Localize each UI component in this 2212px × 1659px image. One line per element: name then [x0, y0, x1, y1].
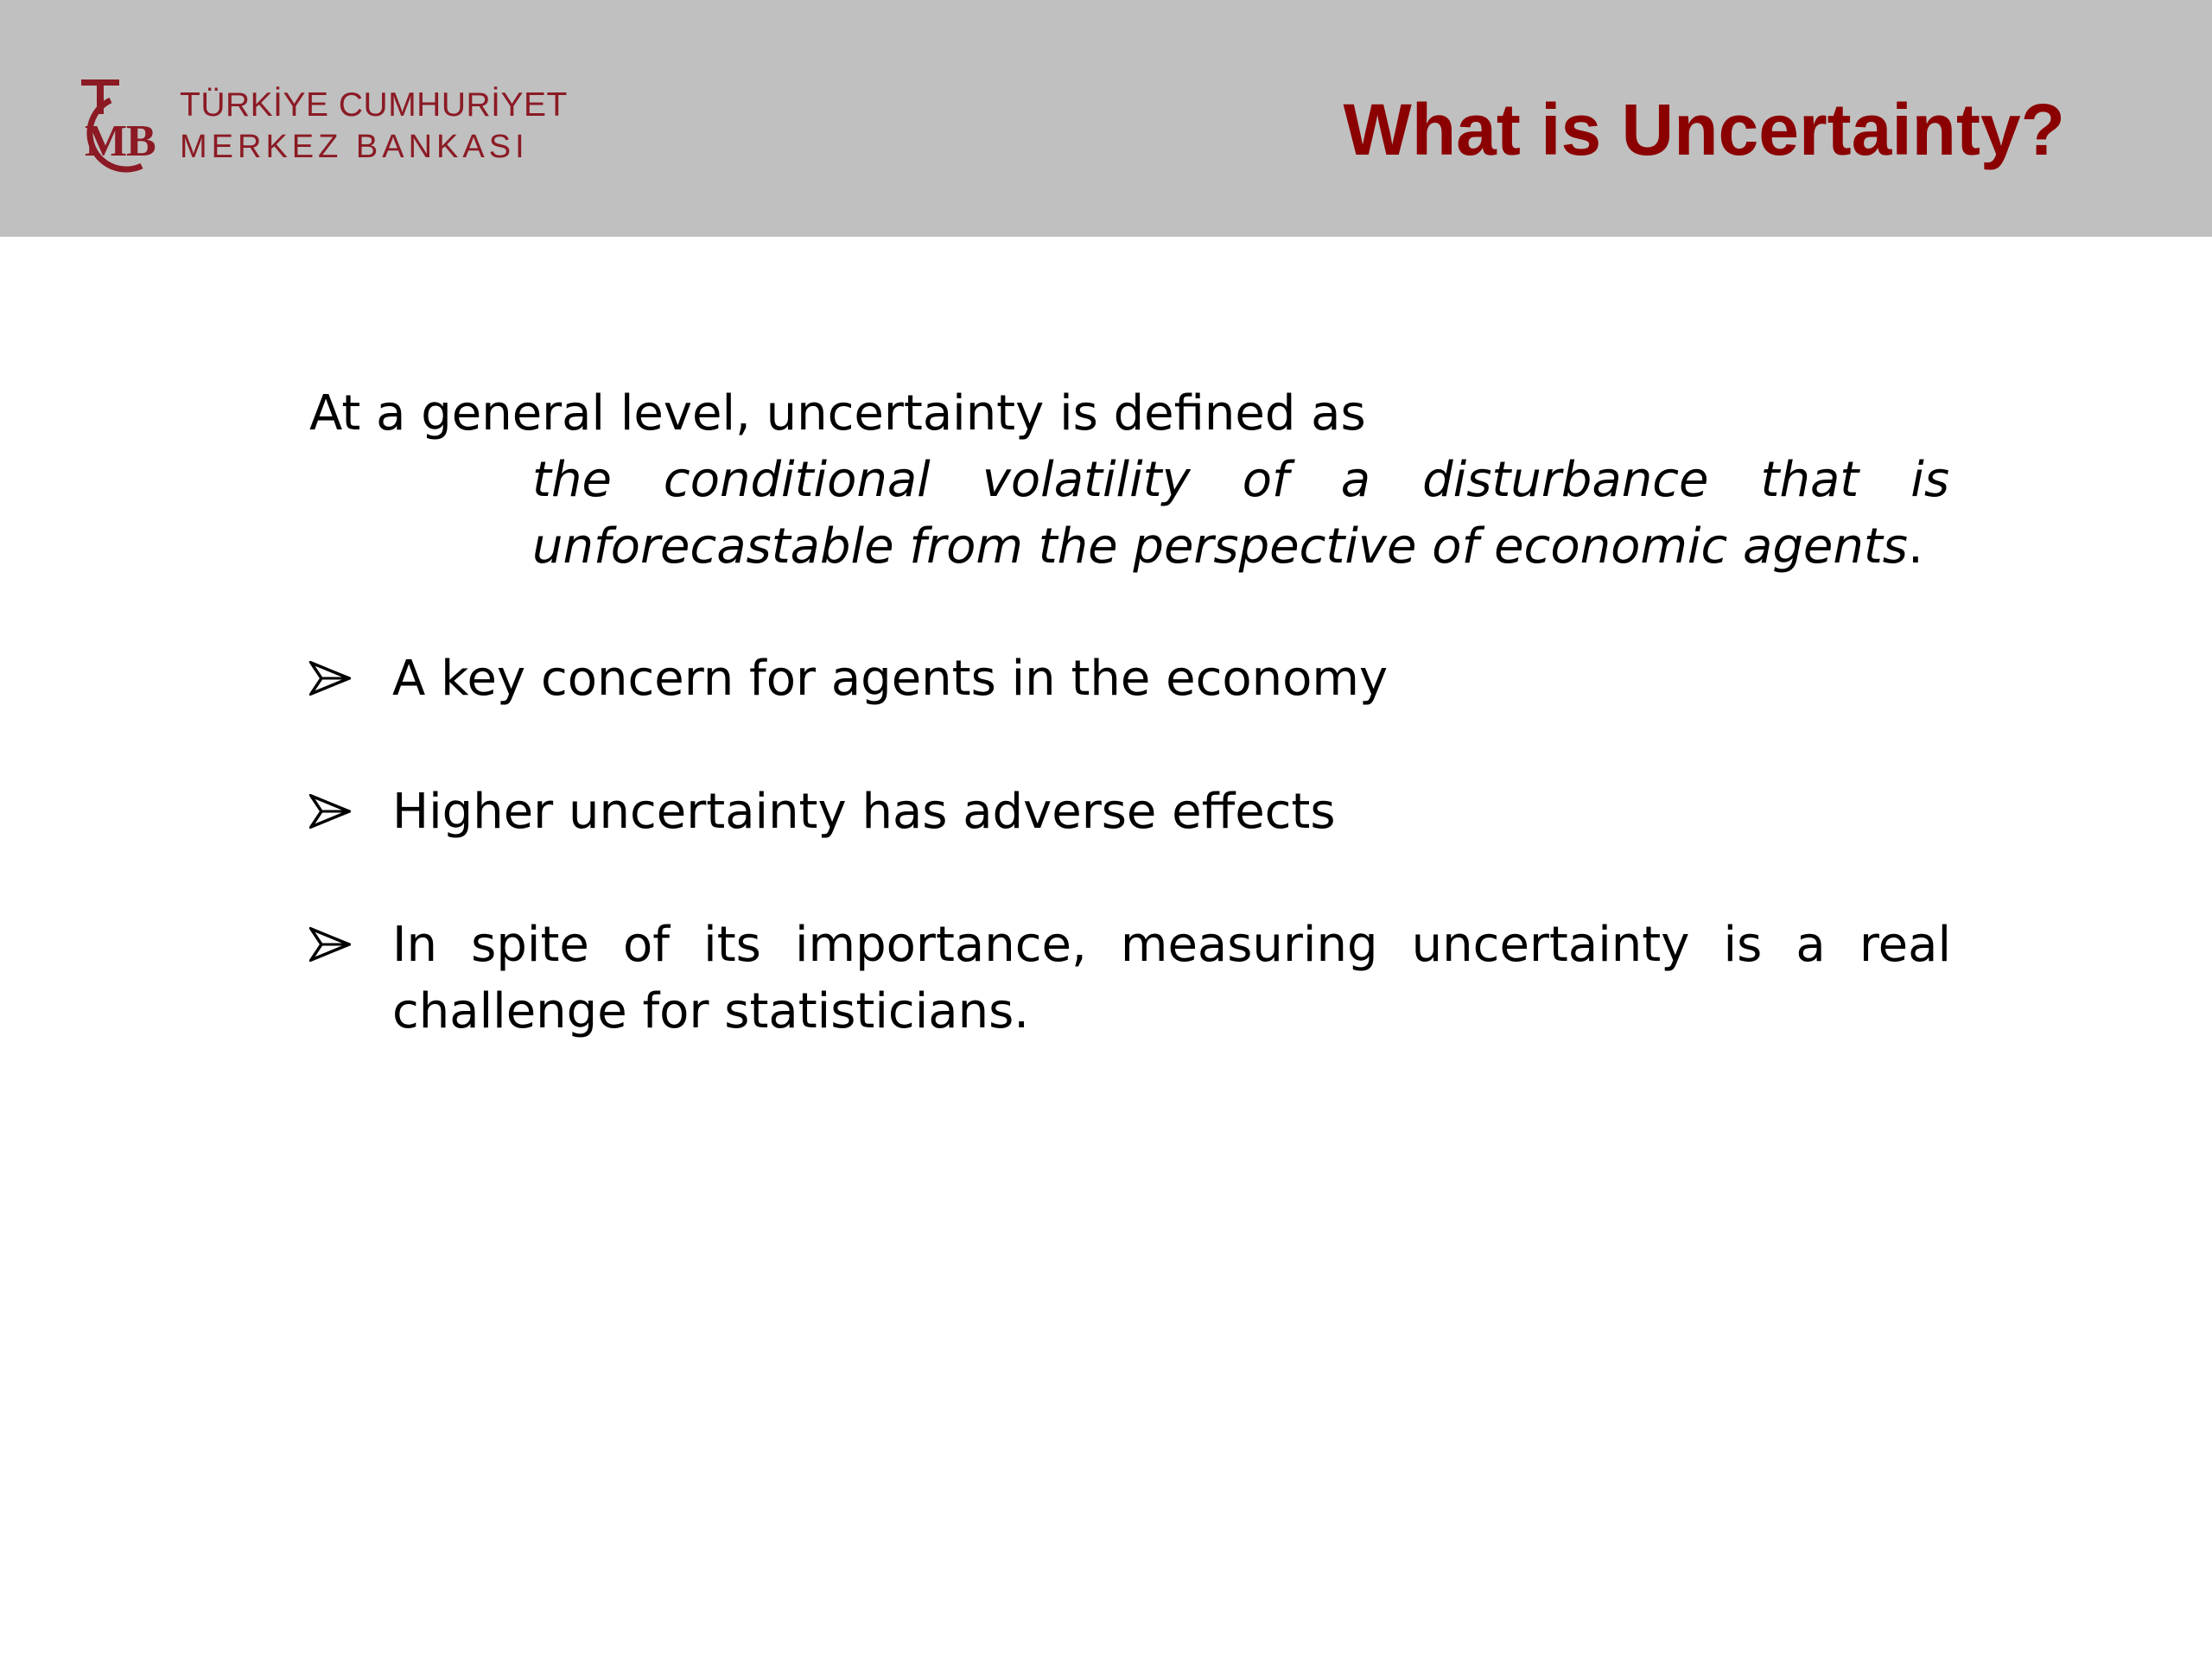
logo-line-2: MERKEZ BANKASI [180, 129, 529, 165]
definition-italic: the conditional volatility of a disturbance that is unforecastable from the perspective of economic agents [532, 452, 1949, 575]
slide-body [309, 380, 1951, 1045]
arrow-bullet-icon [309, 661, 351, 696]
svg-text:M: M [85, 117, 128, 166]
slide-header [0, 0, 2212, 237]
tcmb-monogram-icon [59, 76, 166, 178]
bullet-item [309, 912, 1951, 1045]
arrow-bullet-icon [309, 794, 351, 829]
logo-wordmark [180, 88, 568, 163]
logo-line-1: TÜRKİYE CUMHURİYET [180, 86, 568, 124]
bullet-text: A key concern for agents in the economy [392, 651, 1389, 707]
definition-text [532, 447, 1949, 580]
bullet-text: In spite of its importance, measuring uncertainty is a real challenge for statisticians. [392, 917, 1951, 1039]
tcmb-logo [59, 76, 568, 180]
svg-text:B: B [126, 117, 156, 166]
bullet-text: Higher uncertainty has adverse effects [392, 784, 1336, 840]
arrow-bullet-icon [309, 927, 351, 962]
bullet-item [309, 779, 1951, 845]
bullet-item [309, 645, 1951, 712]
intro-text: At a general level, uncertainty is defined as [309, 385, 1366, 442]
slide-title: What is Uncertainty? [1343, 89, 2065, 170]
definition-period: . [1907, 518, 1923, 575]
